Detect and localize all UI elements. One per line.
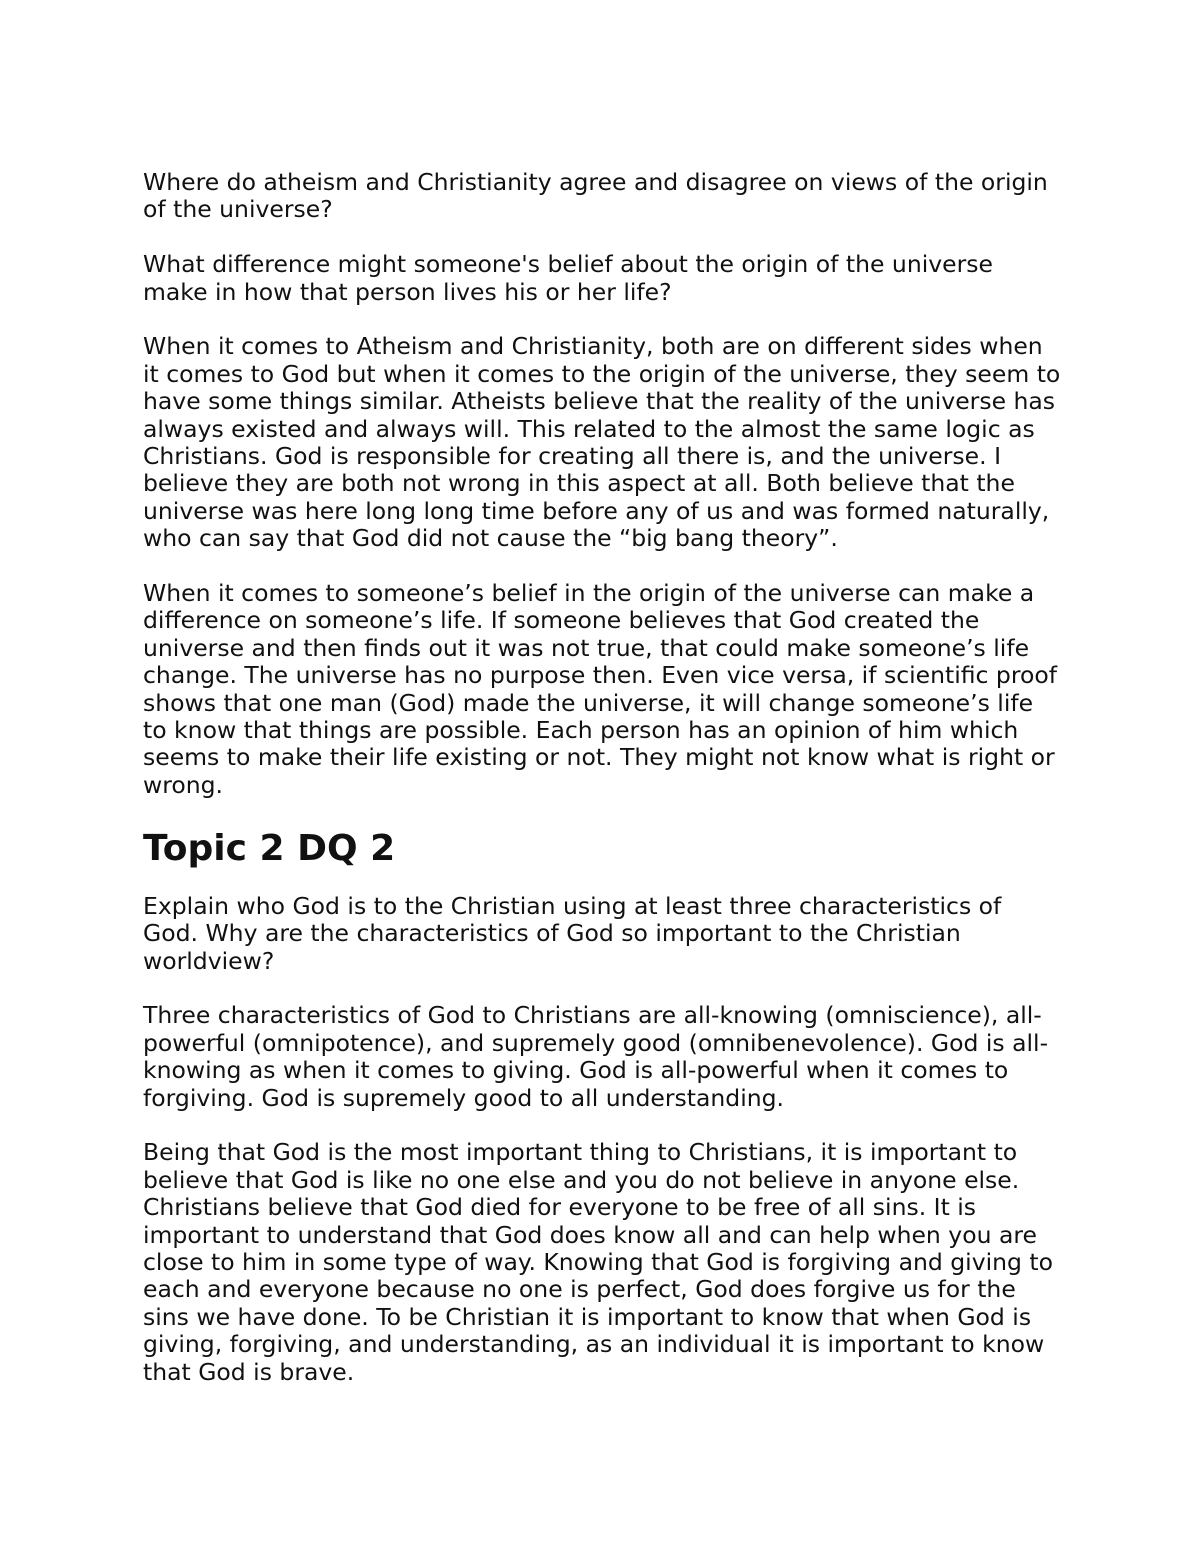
answer-paragraph-2b: Being that God is the most important thing to Christians, it is important to believe that God is like no one else and you do not believe in anyone else. Christians believe that God died for everyone to be free of all sins. It is important to understand that God does know all and can help when you are close to him in some type of way. Knowing that God is forgiving and giving to each and everyone because no one is perfect, God does forgive us for the sins we have done. To be Christian it is important to know that when God is giving, forgiving, and understanding, as an individual it is important to know that God is brave.	[143, 1138, 1054, 1386]
document-body	[143, 169, 1063, 1413]
answer-paragraph-1a: When it comes to Atheism and Christianity, both are on different sides when it comes to God but when it comes to the origin of the universe, they seem to have some things similar. Atheists believe that the reality of the universe has always existed and always will. This related to the almost the same logic as Christians. God is responsible for creating all there is, and the universe. I believe they are both not wrong in this aspect at all. Both believe that the universe was here long long time before any of us and was formed naturally, who can say that God did not cause the “big bang theory”.	[143, 332, 1061, 553]
discussion-question-1a: Where do atheism and Christianity agree and disagree on views of the origin of the universe?	[143, 168, 1048, 224]
answer-paragraph-1b: When it comes to someone’s belief in the origin of the universe can make a difference on someone’s life. If someone believes that God created the universe and then finds out it was not true, that could make someone’s life change. The universe has no purpose then. Even vice versa, if scientific proof shows that one man (God) made the universe, it will change someone’s life to know that things are possible. Each person has an opinion of him which seems to make their life existing or not. They might not know what is right or wrong.	[143, 579, 1058, 799]
topic-heading: Topic 2 DQ 2	[143, 827, 396, 869]
discussion-question-1b: What difference might someone's belief about the origin of the universe make in how that person lives his or her life?	[143, 250, 993, 306]
answer-paragraph-2a: Three characteristics of God to Christians are all-knowing (omniscience), all-powerful (omnipotence), and supremely good (omnibenevolence). God is all-knowing as when it comes to giving. God is all-powerful when it comes to forgiving. God is supremely good to all understanding.	[143, 1001, 1049, 1112]
discussion-question-2: Explain who God is to the Christian using at least three characteristics of God. Why are the characteristics of God so important to the Christian worldview?	[143, 891, 1002, 975]
